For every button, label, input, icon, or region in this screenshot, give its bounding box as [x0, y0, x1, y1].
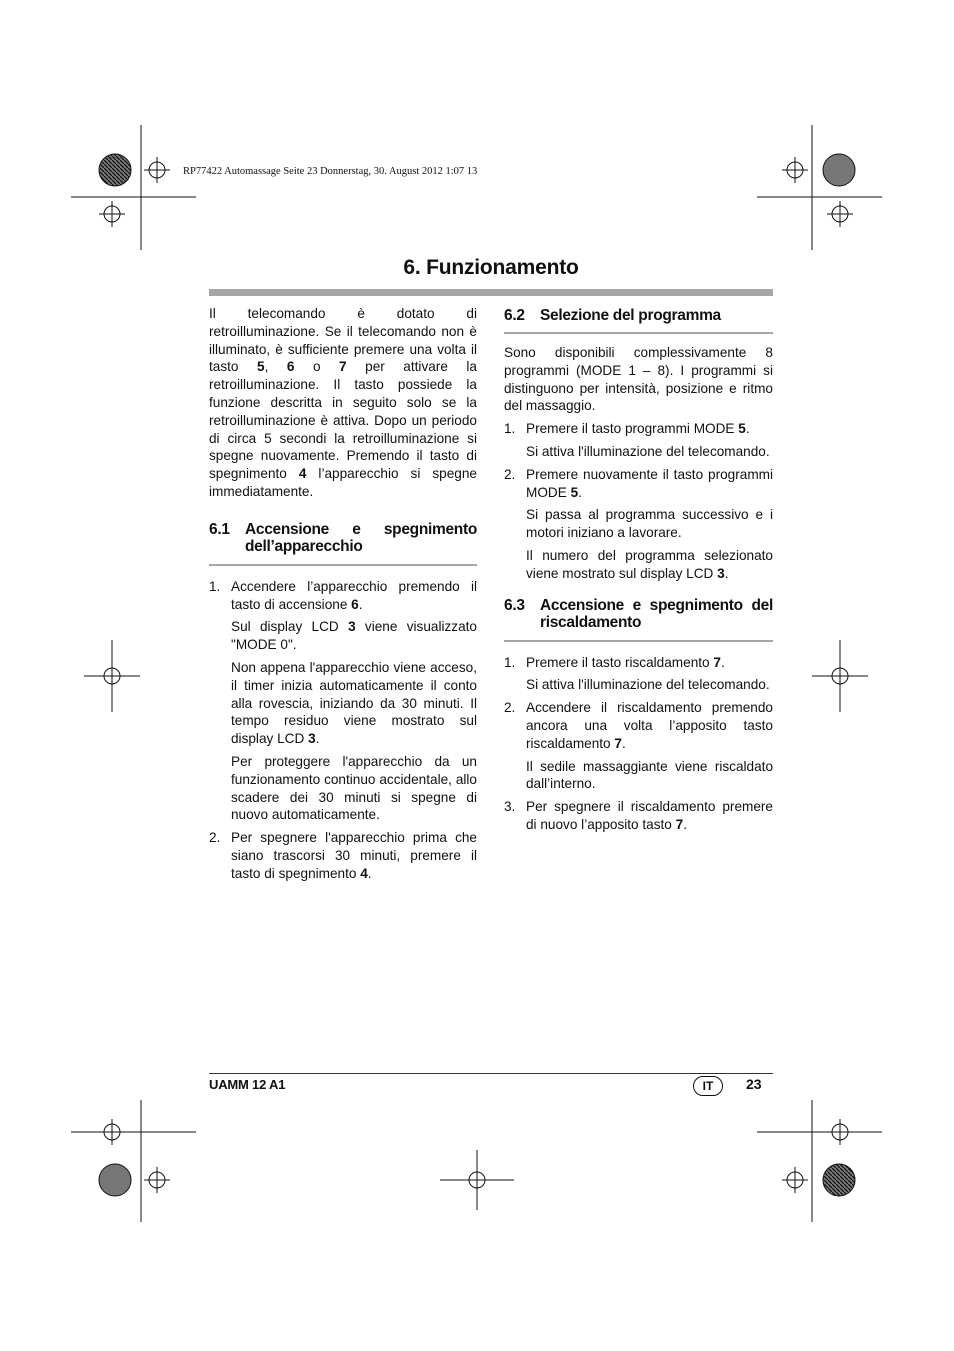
list-item: 2. Per spegnere l'apparecchio prima che siano trascorsi 30 minuti, premere il tasto di spegnimento 4.	[209, 830, 477, 881]
section-heading-6-3: 6.3 Accensione e spegnimento del riscaldamento	[504, 596, 773, 631]
intro-paragraph: Il telecomando è dotato di retroilluminazione. Se il telecomando non è illuminato, è sufficiente premere una volta il tasto 5, 6 o 7 per attivare la retroilluminazione. Il tasto possiede la funzione descritta in seguito solo se la retroilluminazione è attiva. Dopo un periodo di circa 5 secondi la retroilluminazione si spegne nuovamente. Premendo il tasto di spegnimento 4 l’apparecchio si spegne immediatamente.	[209, 306, 477, 499]
list-subparagraph: Si attiva l'illuminazione del telecomando.	[526, 677, 770, 693]
section-rule-6-1	[209, 564, 477, 566]
title-rule	[209, 289, 773, 296]
print-slug: RP77422 Automassage Seite 23 Donnerstag, 30. August 2012 1:07 13	[183, 166, 478, 177]
language-badge: IT	[693, 1076, 723, 1096]
list-subparagraph: Si attiva l'illuminazione del telecomando.	[526, 443, 770, 459]
left-column	[209, 305, 477, 883]
list-item: 1. Premere il tasto programmi MODE 5.	[504, 421, 750, 437]
footer-model: UAMM 12 A1	[209, 1077, 286, 1092]
section-heading-6-1: 6.1 Accensione e spegnimento dell’apparecchio	[209, 520, 477, 555]
list-subparagraph: Per proteggere l'apparecchio da un funzionamento continuo accidentale, allo scadere dei 30 minuti si spegne di nuovo automaticamente.	[231, 753, 477, 823]
list-item: 3. Per spegnere il riscaldamento premere di nuovo l’apposito tasto 7.	[504, 799, 773, 832]
page-number: 23	[746, 1076, 762, 1092]
list-subparagraph: Non appena l'apparecchio viene acceso, il timer inizia automaticamente il conto alla rovescia, iniziando da 30 minuti. Il tempo residuo viene mostrato sul display LCD 3.	[231, 659, 477, 747]
section-heading-6-2: 6.2 Selezione del programma	[504, 307, 721, 324]
list-subparagraph: Sul display LCD 3 viene visualizzato "MODE 0".	[231, 619, 477, 653]
list-item: 1. Premere il tasto riscaldamento 7.	[504, 654, 725, 670]
list-item: 1. Accendere l’apparecchio premendo il tasto di accensione 6.	[209, 578, 477, 612]
section-intro: Sono disponibili complessivamente 8 programmi (MODE 1 – 8). I programmi si distinguono per intensità, posizione e ritmo del massaggio.	[504, 345, 773, 414]
page-title: 6. Funzionamento	[403, 256, 579, 279]
footer-rule	[209, 1073, 773, 1074]
list-subparagraph: Si passa al programma successivo e i motori iniziano a lavorare.	[526, 507, 773, 541]
list-subparagraph: Il numero del programma selezionato viene mostrato sul display LCD 3.	[526, 547, 773, 581]
list-item: 2. Premere nuovamente il tasto programmi MODE 5.	[504, 466, 773, 500]
section-rule-6-3	[504, 640, 773, 642]
list-item: 2. Accendere il riscaldamento premendo ancora una volta l’apposito tasto riscaldamento 7.	[504, 700, 773, 751]
right-column	[504, 307, 773, 834]
list-subparagraph: Il sedile massaggiante viene riscaldato dall’interno.	[526, 758, 773, 792]
section-rule-6-2	[504, 332, 773, 334]
